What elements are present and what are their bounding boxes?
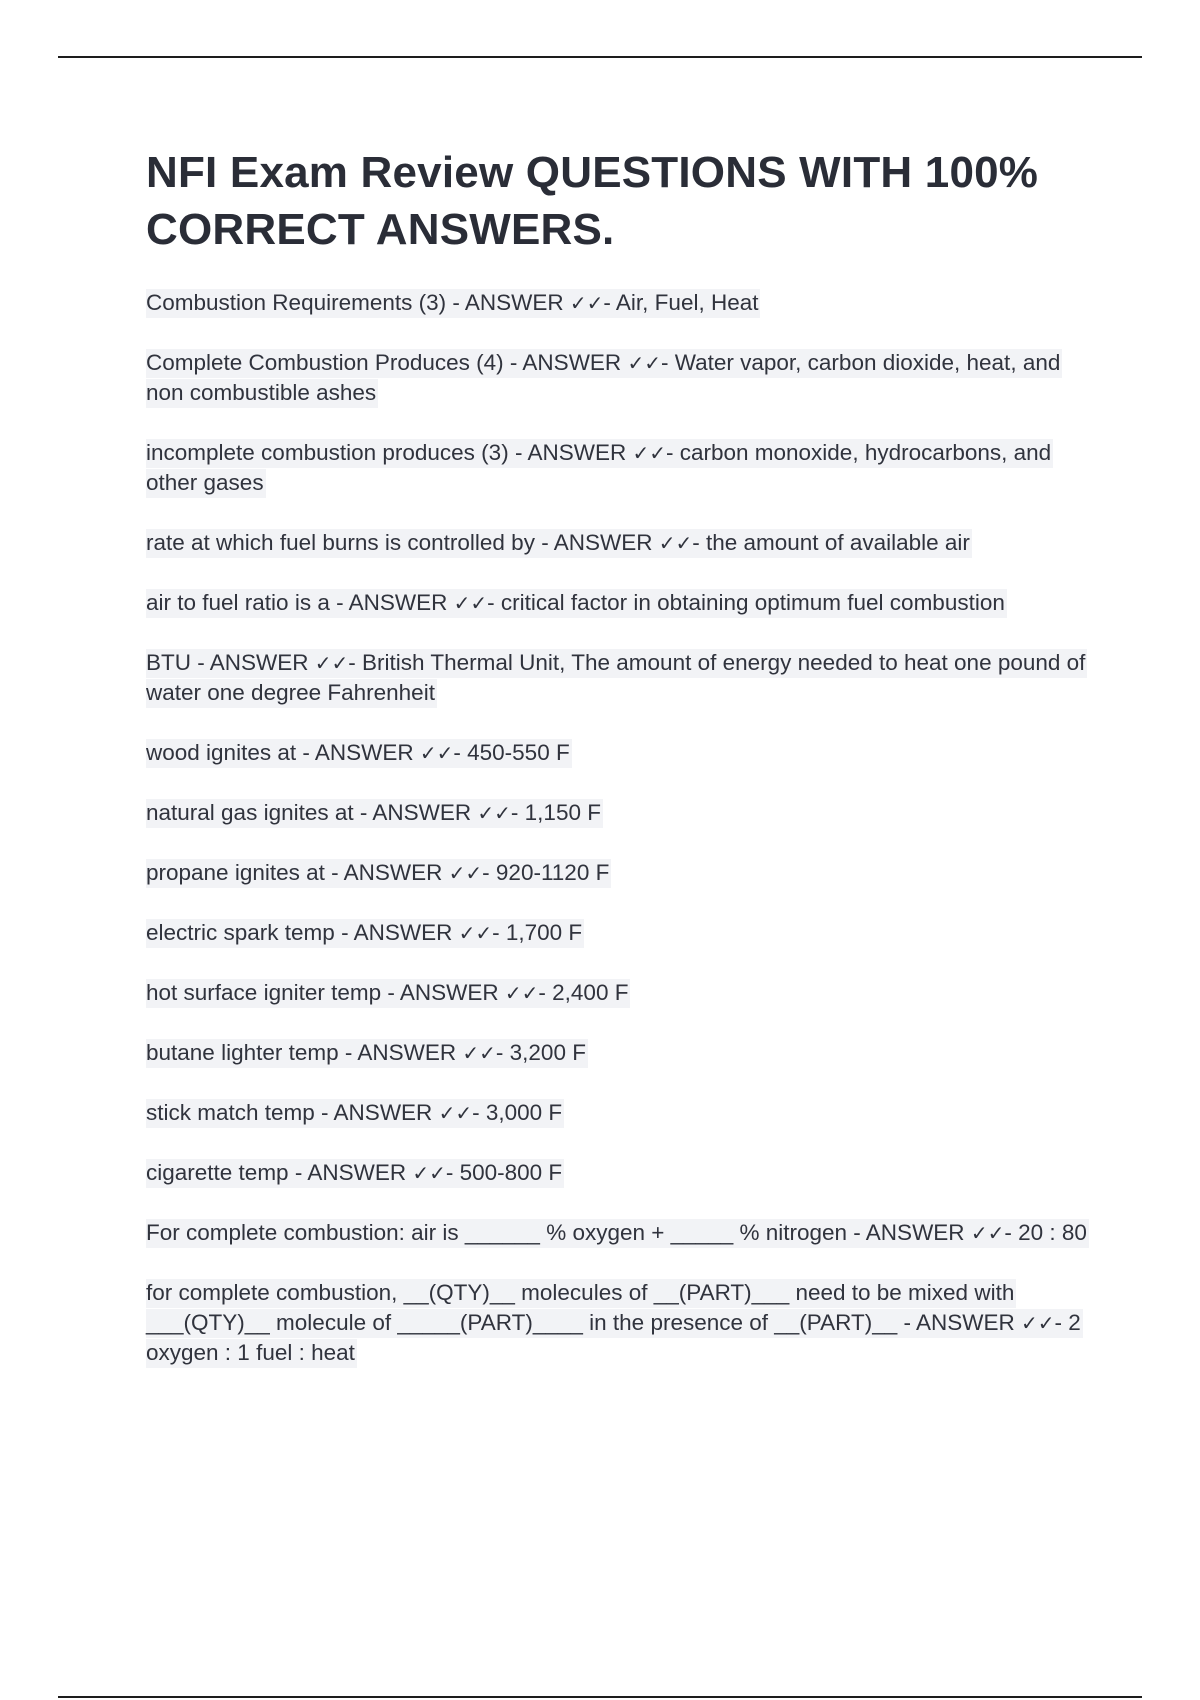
- question-text: incomplete combustion produces (3): [146, 440, 509, 465]
- qa-item: [146, 1038, 1096, 1068]
- check-marks-icon: ✓✓: [632, 441, 666, 465]
- check-marks-icon: ✓✓: [412, 1161, 446, 1185]
- question-text: Combustion Requirements (3): [146, 290, 447, 315]
- answer-text: 500-800 F: [459, 1160, 563, 1185]
- answer-text: 1,700 F: [505, 920, 583, 945]
- check-marks-icon: ✓✓: [438, 1101, 473, 1125]
- answer-text: 2,400 F: [552, 980, 629, 1005]
- question-text: propane ignites at: [146, 860, 325, 885]
- answer-text: 920-1120 F: [495, 860, 610, 885]
- answer-prefix: -: [692, 530, 706, 555]
- answer-prefix: -: [482, 860, 496, 885]
- answer-prefix: -: [348, 650, 363, 675]
- qa-item: [146, 738, 1096, 768]
- answer-prefix: -: [1004, 1220, 1019, 1245]
- answer-text: Water vapor, carbon dioxide, heat, and non combustible ashes: [146, 350, 1061, 405]
- question-text: Complete Combustion Produces (4): [146, 350, 504, 375]
- qa-item: [146, 1278, 1096, 1368]
- bottom-rule: [58, 1696, 1142, 1698]
- answer-text: 1,150 F: [524, 800, 601, 825]
- answer-text: British Thermal Unit, The amount of energy needed to heat one pound of water one degree Fahrenheit: [146, 650, 1086, 705]
- question-text: stick match temp: [146, 1100, 315, 1125]
- check-marks-icon: ✓✓: [970, 1221, 1005, 1245]
- check-marks-icon: ✓✓: [419, 741, 454, 765]
- qa-item: [146, 1218, 1096, 1248]
- check-marks-icon: ✓✓: [314, 651, 349, 675]
- answer-text: 2 oxygen : 1 fuel : heat: [146, 1310, 1081, 1365]
- qa-item: [146, 858, 1096, 888]
- answer-separator: - ANSWER: [191, 650, 315, 675]
- check-marks-icon: ✓✓: [504, 981, 539, 1005]
- answer-text: 20 : 80: [1018, 1220, 1087, 1245]
- question-text: cigarette temp: [146, 1160, 289, 1185]
- qa-item: [146, 438, 1096, 498]
- qa-list: [146, 288, 1096, 1368]
- answer-separator: - ANSWER: [296, 740, 420, 765]
- answer-prefix: -: [660, 350, 675, 375]
- answer-prefix: -: [603, 290, 616, 315]
- answer-prefix: -: [487, 590, 501, 615]
- check-marks-icon: ✓✓: [1021, 1311, 1055, 1335]
- question-text: air to fuel ratio is a: [146, 590, 330, 615]
- answer-text: the amount of available air: [705, 530, 970, 555]
- answer-text: 450-550 F: [467, 740, 570, 765]
- check-marks-icon: ✓✓: [453, 591, 488, 615]
- question-text: natural gas ignites at: [146, 800, 354, 825]
- answer-separator: - ANSWER: [503, 350, 628, 375]
- answer-separator: - ANSWER: [329, 590, 454, 615]
- answer-prefix: -: [1054, 1310, 1069, 1335]
- answer-text: 3,200 F: [509, 1040, 586, 1065]
- qa-item: [146, 588, 1096, 618]
- answer-prefix: -: [453, 740, 468, 765]
- answer-separator: - ANSWER: [508, 440, 633, 465]
- qa-item: [146, 978, 1096, 1008]
- answer-separator: - ANSWER: [381, 980, 505, 1005]
- question-text: electric spark temp: [146, 920, 335, 945]
- check-marks-icon: ✓✓: [569, 291, 604, 315]
- check-marks-icon: ✓✓: [627, 351, 661, 375]
- qa-item: [146, 528, 1096, 558]
- question-text: BTU: [146, 650, 191, 675]
- qa-item: [146, 1158, 1096, 1188]
- answer-text: carbon monoxide, hydrocarbons, and other gases: [146, 440, 1052, 495]
- answer-separator: - ANSWER: [334, 920, 459, 945]
- qa-item: [146, 1098, 1096, 1128]
- answer-text: Air, Fuel, Heat: [615, 290, 759, 315]
- question-text: rate at which fuel burns is controlled by: [146, 530, 535, 555]
- answer-separator: - ANSWER: [847, 1220, 971, 1245]
- answer-text: critical factor in obtaining optimum fuel combustion: [500, 590, 1005, 615]
- answer-separator: - ANSWER: [353, 800, 478, 825]
- qa-item: [146, 798, 1096, 828]
- answer-prefix: -: [510, 800, 525, 825]
- qa-item: [146, 348, 1096, 408]
- answer-separator: - ANSWER: [897, 1310, 1022, 1335]
- question-text: wood ignites at: [146, 740, 297, 765]
- question-text: For complete combustion: air is ______ % oxygen + _____ % nitrogen: [146, 1220, 848, 1245]
- answer-prefix: -: [495, 1040, 510, 1065]
- check-marks-icon: ✓✓: [462, 1041, 496, 1065]
- answer-separator: - ANSWER: [534, 530, 659, 555]
- answer-separator: - ANSWER: [288, 1160, 413, 1185]
- answer-prefix: -: [538, 980, 553, 1005]
- answer-prefix: -: [472, 1100, 486, 1125]
- qa-item: [146, 288, 1096, 318]
- check-marks-icon: ✓✓: [658, 531, 693, 555]
- question-text: for complete combustion, __(QTY)__ molecules of __(PART)___ need to be mixed with ___(QTY)__ molecule of _____(PART)____ in the presence of __(PART)__: [146, 1280, 1015, 1335]
- top-rule: [58, 56, 1142, 58]
- answer-separator: - ANSWER: [324, 860, 449, 885]
- answer-separator: - ANSWER: [314, 1100, 439, 1125]
- check-marks-icon: ✓✓: [448, 861, 483, 885]
- answer-separator: - ANSWER: [338, 1040, 463, 1065]
- qa-item: [146, 648, 1096, 708]
- check-marks-icon: ✓✓: [458, 921, 493, 945]
- answer-separator: - ANSWER: [446, 290, 570, 315]
- answer-prefix: -: [665, 440, 680, 465]
- answer-prefix: -: [492, 920, 506, 945]
- document-body: [146, 144, 1096, 1398]
- question-text: butane lighter temp: [146, 1040, 339, 1065]
- check-marks-icon: ✓✓: [477, 801, 511, 825]
- answer-prefix: -: [445, 1160, 460, 1185]
- question-text: hot surface igniter temp: [146, 980, 382, 1005]
- qa-item: [146, 918, 1096, 948]
- answer-text: 3,000 F: [485, 1100, 563, 1125]
- document-title: NFI Exam Review QUESTIONS WITH 100% CORRECT ANSWERS.: [146, 148, 1039, 254]
